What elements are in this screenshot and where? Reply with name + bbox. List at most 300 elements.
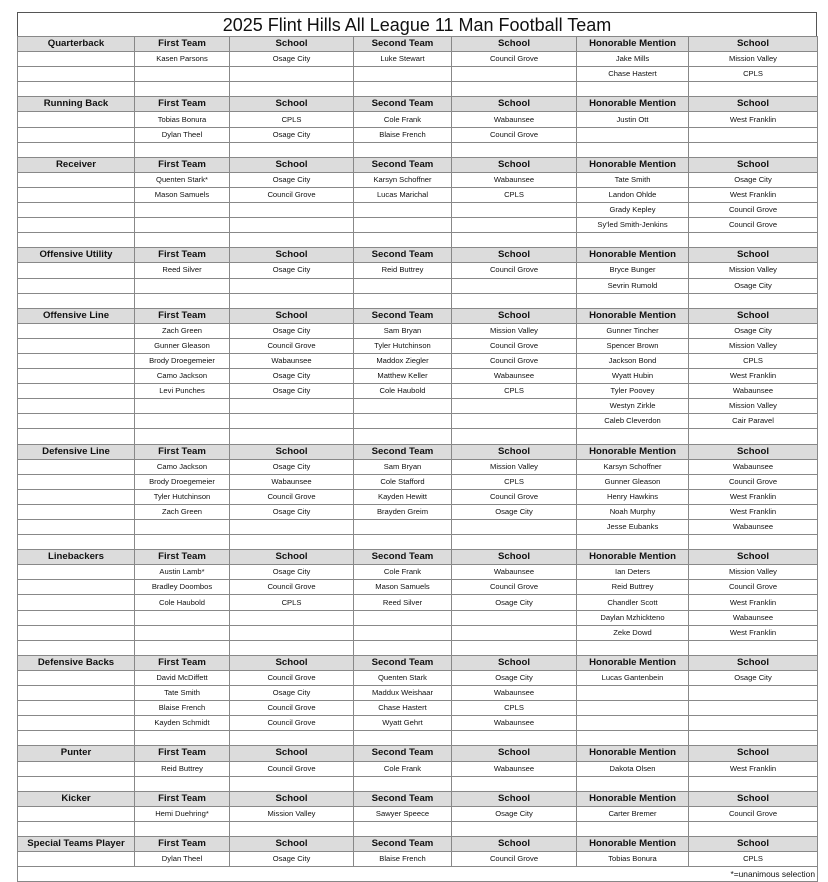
second-team-player: Quenten Stark — [354, 670, 452, 685]
spacer-cell — [452, 640, 577, 655]
position-cell-empty — [18, 489, 135, 504]
honorable-mention-header: Honorable Mention — [577, 97, 689, 112]
position-cell-empty — [18, 670, 135, 685]
first-team-player: Hemi Duehring* — [135, 806, 230, 821]
spacer-cell — [230, 293, 354, 308]
honorable-mention-school: West Franklin — [689, 625, 818, 640]
school-header: School — [689, 97, 818, 112]
position-cell-empty — [18, 187, 135, 202]
school-header: School — [230, 37, 354, 52]
honorable-mention-school: West Franklin — [689, 369, 818, 384]
second-team-player — [354, 414, 452, 429]
honorable-mention-player: Tobias Bonura — [577, 852, 689, 867]
first-team-header: First Team — [135, 655, 230, 670]
first-team-player: Bradley Doombos — [135, 580, 230, 595]
honorable-mention-school: Mission Valley — [689, 565, 818, 580]
second-team-player: Cole Frank — [354, 761, 452, 776]
school-header: School — [689, 655, 818, 670]
first-team-school: Osage City — [230, 263, 354, 278]
honorable-mention-player: Dakota Olsen — [577, 761, 689, 776]
honorable-mention-school: West Franklin — [689, 187, 818, 202]
position-cell-empty — [18, 686, 135, 701]
spacer-cell — [577, 640, 689, 655]
section-header-row — [18, 746, 818, 761]
second-team-header: Second Team — [354, 444, 452, 459]
first-team-player: Austin Lamb* — [135, 565, 230, 580]
position-cell-empty — [18, 761, 135, 776]
honorable-mention-school: West Franklin — [689, 112, 818, 127]
school-header: School — [230, 308, 354, 323]
second-team-school: Osage City — [452, 595, 577, 610]
school-header: School — [452, 550, 577, 565]
table-row — [18, 701, 818, 716]
honorable-mention-school — [689, 701, 818, 716]
first-team-player: Quenten Stark* — [135, 172, 230, 187]
first-team-school: Osage City — [230, 172, 354, 187]
position-cell-empty — [18, 338, 135, 353]
second-team-school: Mission Valley — [452, 323, 577, 338]
second-team-player: Lucas Marichal — [354, 187, 452, 202]
honorable-mention-player: Spencer Brown — [577, 338, 689, 353]
second-team-player — [354, 218, 452, 233]
table-row — [18, 520, 818, 535]
table-row — [18, 187, 818, 202]
first-team-header: First Team — [135, 444, 230, 459]
spacer-cell — [135, 640, 230, 655]
spacer-cell — [135, 429, 230, 444]
position-label: Quarterback — [18, 37, 135, 52]
first-team-school: Osage City — [230, 127, 354, 142]
table-row — [18, 67, 818, 82]
second-team-school: Council Grove — [452, 127, 577, 142]
honorable-mention-player: Chandler Scott — [577, 595, 689, 610]
table-row — [18, 369, 818, 384]
second-team-player: Cole Haubold — [354, 384, 452, 399]
first-team-school: Osage City — [230, 384, 354, 399]
honorable-mention-school: Council Grove — [689, 203, 818, 218]
honorable-mention-player — [577, 686, 689, 701]
school-header: School — [689, 550, 818, 565]
footnote-spacer — [18, 867, 689, 882]
table-row — [18, 52, 818, 67]
honorable-mention-school: Mission Valley — [689, 399, 818, 414]
second-team-school: Council Grove — [452, 580, 577, 595]
spacer-cell — [689, 142, 818, 157]
second-team-school: Council Grove — [452, 489, 577, 504]
first-team-player: Reid Buttrey — [135, 761, 230, 776]
table-row — [18, 414, 818, 429]
school-header: School — [689, 746, 818, 761]
first-team-school: Mission Valley — [230, 806, 354, 821]
spacer-cell — [354, 821, 452, 836]
second-team-player — [354, 67, 452, 82]
first-team-player: Dylan Theel — [135, 127, 230, 142]
spacer-cell — [577, 535, 689, 550]
honorable-mention-player: Henry Hawkins — [577, 489, 689, 504]
position-cell-empty — [18, 52, 135, 67]
honorable-mention-school: Council Grove — [689, 474, 818, 489]
first-team-player: Kasen Parsons — [135, 52, 230, 67]
honorable-mention-player: Westyn Zirkle — [577, 399, 689, 414]
second-team-player: Matthew Keller — [354, 369, 452, 384]
school-header: School — [230, 746, 354, 761]
honorable-mention-school: Mission Valley — [689, 338, 818, 353]
second-team-player: Cole Stafford — [354, 474, 452, 489]
spacer-cell — [577, 82, 689, 97]
school-header: School — [452, 37, 577, 52]
position-label: Kicker — [18, 791, 135, 806]
spacer-cell — [18, 293, 135, 308]
second-team-player — [354, 520, 452, 535]
first-team-player: Dylan Theel — [135, 852, 230, 867]
second-team-header: Second Team — [354, 550, 452, 565]
first-team-player — [135, 203, 230, 218]
table-row — [18, 595, 818, 610]
first-team-player: Camo Jackson — [135, 459, 230, 474]
second-team-school: Council Grove — [452, 353, 577, 368]
first-team-header: First Team — [135, 37, 230, 52]
first-team-player: Camo Jackson — [135, 369, 230, 384]
first-team-player: Mason Samuels — [135, 187, 230, 202]
second-team-player — [354, 610, 452, 625]
honorable-mention-player: Jake Mills — [577, 52, 689, 67]
school-header: School — [230, 444, 354, 459]
honorable-mention-player: Sy'led Smith-Jenkins — [577, 218, 689, 233]
second-team-player: Sam Bryan — [354, 323, 452, 338]
table-row — [18, 172, 818, 187]
school-header: School — [689, 791, 818, 806]
roster-body — [18, 37, 818, 882]
table-row — [18, 670, 818, 685]
position-cell-empty — [18, 716, 135, 731]
table-row — [18, 504, 818, 519]
spacer-cell — [230, 776, 354, 791]
second-team-player: Wyatt Gehrt — [354, 716, 452, 731]
school-header: School — [452, 655, 577, 670]
spacer-cell — [452, 233, 577, 248]
honorable-mention-school: Osage City — [689, 670, 818, 685]
spacer-row — [18, 142, 818, 157]
second-team-player: Kayden Hewitt — [354, 489, 452, 504]
second-team-school: Council Grove — [452, 52, 577, 67]
honorable-mention-header: Honorable Mention — [577, 308, 689, 323]
honorable-mention-school: West Franklin — [689, 489, 818, 504]
spacer-cell — [18, 233, 135, 248]
second-team-school: Osage City — [452, 670, 577, 685]
second-team-header: Second Team — [354, 791, 452, 806]
first-team-header: First Team — [135, 157, 230, 172]
section-header-row — [18, 157, 818, 172]
second-team-player: Reid Buttrey — [354, 263, 452, 278]
honorable-mention-player: Zeke Dowd — [577, 625, 689, 640]
position-label: Defensive Backs — [18, 655, 135, 670]
table-row — [18, 112, 818, 127]
honorable-mention-school: Osage City — [689, 278, 818, 293]
second-team-header: Second Team — [354, 308, 452, 323]
honorable-mention-player: Landon Ohlde — [577, 187, 689, 202]
spacer-row — [18, 731, 818, 746]
second-team-player: Karsyn Schoffner — [354, 172, 452, 187]
first-team-header: First Team — [135, 836, 230, 851]
first-team-school: Osage City — [230, 459, 354, 474]
school-header: School — [230, 157, 354, 172]
second-team-school: CPLS — [452, 384, 577, 399]
honorable-mention-school: West Franklin — [689, 761, 818, 776]
position-cell-empty — [18, 701, 135, 716]
position-label: Offensive Utility — [18, 248, 135, 263]
first-team-player: Gunner Gleason — [135, 338, 230, 353]
spacer-cell — [354, 535, 452, 550]
first-team-school: Wabaunsee — [230, 353, 354, 368]
honorable-mention-school: West Franklin — [689, 595, 818, 610]
first-team-school — [230, 278, 354, 293]
honorable-mention-player: Bryce Bunger — [577, 263, 689, 278]
spacer-row — [18, 821, 818, 836]
table-row — [18, 278, 818, 293]
section-header-row — [18, 248, 818, 263]
honorable-mention-school: CPLS — [689, 852, 818, 867]
first-team-player: Zach Green — [135, 504, 230, 519]
position-cell-empty — [18, 263, 135, 278]
school-header: School — [452, 836, 577, 851]
position-cell-empty — [18, 353, 135, 368]
first-team-school: Council Grove — [230, 716, 354, 731]
second-team-school: Osage City — [452, 806, 577, 821]
spacer-cell — [135, 82, 230, 97]
position-cell-empty — [18, 595, 135, 610]
position-cell-empty — [18, 520, 135, 535]
honorable-mention-player: Grady Kepley — [577, 203, 689, 218]
position-label: Punter — [18, 746, 135, 761]
first-team-header: First Team — [135, 746, 230, 761]
second-team-player: Mason Samuels — [354, 580, 452, 595]
position-cell-empty — [18, 414, 135, 429]
spacer-cell — [354, 233, 452, 248]
second-team-school — [452, 610, 577, 625]
school-header: School — [452, 791, 577, 806]
spacer-cell — [230, 429, 354, 444]
honorable-mention-player — [577, 716, 689, 731]
second-team-school: Osage City — [452, 504, 577, 519]
honorable-mention-school: West Franklin — [689, 504, 818, 519]
roster-table — [17, 36, 818, 882]
position-cell-empty — [18, 610, 135, 625]
spacer-cell — [354, 293, 452, 308]
honorable-mention-school: Council Grove — [689, 806, 818, 821]
position-cell-empty — [18, 203, 135, 218]
second-team-school — [452, 203, 577, 218]
second-team-header: Second Team — [354, 836, 452, 851]
spacer-cell — [577, 142, 689, 157]
first-team-player: Cole Haubold — [135, 595, 230, 610]
position-cell-empty — [18, 852, 135, 867]
position-cell-empty — [18, 67, 135, 82]
position-cell-empty — [18, 459, 135, 474]
second-team-school: CPLS — [452, 701, 577, 716]
honorable-mention-school: Council Grove — [689, 218, 818, 233]
honorable-mention-school: Wabaunsee — [689, 610, 818, 625]
honorable-mention-school: Mission Valley — [689, 52, 818, 67]
table-row — [18, 565, 818, 580]
honorable-mention-player: Jesse Eubanks — [577, 520, 689, 535]
second-team-player — [354, 399, 452, 414]
honorable-mention-player: Lucas Gantenbein — [577, 670, 689, 685]
spacer-cell — [689, 776, 818, 791]
spacer-row — [18, 293, 818, 308]
spacer-cell — [452, 293, 577, 308]
spacer-row — [18, 233, 818, 248]
honorable-mention-player: Tyler Poovey — [577, 384, 689, 399]
school-header: School — [689, 836, 818, 851]
honorable-mention-player: Wyatt Hubin — [577, 369, 689, 384]
honorable-mention-player — [577, 127, 689, 142]
first-team-player: Reed Silver — [135, 263, 230, 278]
second-team-player: Reed Silver — [354, 595, 452, 610]
honorable-mention-school: Mission Valley — [689, 263, 818, 278]
spacer-cell — [452, 821, 577, 836]
section-header-row — [18, 308, 818, 323]
table-row — [18, 353, 818, 368]
school-header: School — [689, 308, 818, 323]
spacer-cell — [135, 293, 230, 308]
first-team-header: First Team — [135, 308, 230, 323]
first-team-player: Levi Punches — [135, 384, 230, 399]
second-team-school — [452, 218, 577, 233]
second-team-school — [452, 414, 577, 429]
school-header: School — [452, 746, 577, 761]
section-header-row — [18, 444, 818, 459]
spacer-cell — [689, 821, 818, 836]
spacer-cell — [452, 429, 577, 444]
honorable-mention-header: Honorable Mention — [577, 550, 689, 565]
honorable-mention-player: Daylan Mzhickteno — [577, 610, 689, 625]
first-team-school: Council Grove — [230, 701, 354, 716]
honorable-mention-player: Jackson Bond — [577, 353, 689, 368]
spacer-cell — [577, 776, 689, 791]
second-team-school: Mission Valley — [452, 459, 577, 474]
first-team-school: Osage City — [230, 504, 354, 519]
spacer-cell — [452, 82, 577, 97]
footnote-row — [18, 867, 818, 882]
honorable-mention-header: Honorable Mention — [577, 157, 689, 172]
section-header-row — [18, 37, 818, 52]
first-team-player — [135, 218, 230, 233]
honorable-mention-school: Osage City — [689, 323, 818, 338]
spacer-cell — [230, 82, 354, 97]
second-team-school: Wabaunsee — [452, 112, 577, 127]
honorable-mention-school — [689, 686, 818, 701]
position-label: Offensive Line — [18, 308, 135, 323]
second-team-player: Chase Hastert — [354, 701, 452, 716]
honorable-mention-school — [689, 716, 818, 731]
second-team-player: Sam Bryan — [354, 459, 452, 474]
second-team-player: Brayden Greim — [354, 504, 452, 519]
first-team-school: Council Grove — [230, 338, 354, 353]
position-label: Defensive Line — [18, 444, 135, 459]
spacer-cell — [18, 821, 135, 836]
second-team-player: Maddux Weishaar — [354, 686, 452, 701]
table-row — [18, 203, 818, 218]
section-header-row — [18, 791, 818, 806]
first-team-player: Tate Smith — [135, 686, 230, 701]
spacer-cell — [18, 731, 135, 746]
position-cell-empty — [18, 323, 135, 338]
table-row — [18, 323, 818, 338]
honorable-mention-player: Gunner Tincher — [577, 323, 689, 338]
first-team-school: Osage City — [230, 369, 354, 384]
position-label: Special Teams Player — [18, 836, 135, 851]
spacer-row — [18, 429, 818, 444]
first-team-school: Council Grove — [230, 670, 354, 685]
spacer-cell — [230, 142, 354, 157]
first-team-player: Tobias Bonura — [135, 112, 230, 127]
second-team-school: Wabaunsee — [452, 761, 577, 776]
first-team-header: First Team — [135, 791, 230, 806]
spacer-row — [18, 535, 818, 550]
first-team-school — [230, 203, 354, 218]
second-team-school: Wabaunsee — [452, 565, 577, 580]
second-team-school: Wabaunsee — [452, 716, 577, 731]
roster-sheet — [17, 12, 817, 882]
school-header: School — [230, 836, 354, 851]
honorable-mention-header: Honorable Mention — [577, 746, 689, 761]
spacer-cell — [354, 429, 452, 444]
first-team-school: Osage City — [230, 52, 354, 67]
spacer-cell — [689, 640, 818, 655]
section-header-row — [18, 97, 818, 112]
second-team-player — [354, 625, 452, 640]
honorable-mention-player: Karsyn Schoffner — [577, 459, 689, 474]
spacer-cell — [452, 535, 577, 550]
table-row — [18, 716, 818, 731]
first-team-school: Council Grove — [230, 187, 354, 202]
second-team-school: Wabaunsee — [452, 369, 577, 384]
position-cell-empty — [18, 504, 135, 519]
school-header: School — [230, 97, 354, 112]
spacer-cell — [689, 535, 818, 550]
first-team-school: Wabaunsee — [230, 474, 354, 489]
school-header: School — [230, 655, 354, 670]
school-header: School — [689, 444, 818, 459]
spacer-cell — [135, 233, 230, 248]
spacer-row — [18, 82, 818, 97]
spacer-cell — [577, 293, 689, 308]
school-header: School — [452, 444, 577, 459]
table-row — [18, 806, 818, 821]
second-team-school — [452, 399, 577, 414]
school-header: School — [230, 550, 354, 565]
honorable-mention-player: Tate Smith — [577, 172, 689, 187]
spacer-cell — [18, 640, 135, 655]
position-label: Receiver — [18, 157, 135, 172]
honorable-mention-school — [689, 127, 818, 142]
second-team-player: Blaise French — [354, 852, 452, 867]
honorable-mention-player: Gunner Gleason — [577, 474, 689, 489]
first-team-school: Council Grove — [230, 580, 354, 595]
table-row — [18, 625, 818, 640]
first-team-school: CPLS — [230, 112, 354, 127]
first-team-school — [230, 67, 354, 82]
position-cell-empty — [18, 278, 135, 293]
honorable-mention-header: Honorable Mention — [577, 655, 689, 670]
spacer-cell — [577, 429, 689, 444]
first-team-school: Council Grove — [230, 761, 354, 776]
spacer-cell — [452, 142, 577, 157]
first-team-school — [230, 399, 354, 414]
school-header: School — [452, 248, 577, 263]
position-cell-empty — [18, 218, 135, 233]
first-team-header: First Team — [135, 550, 230, 565]
